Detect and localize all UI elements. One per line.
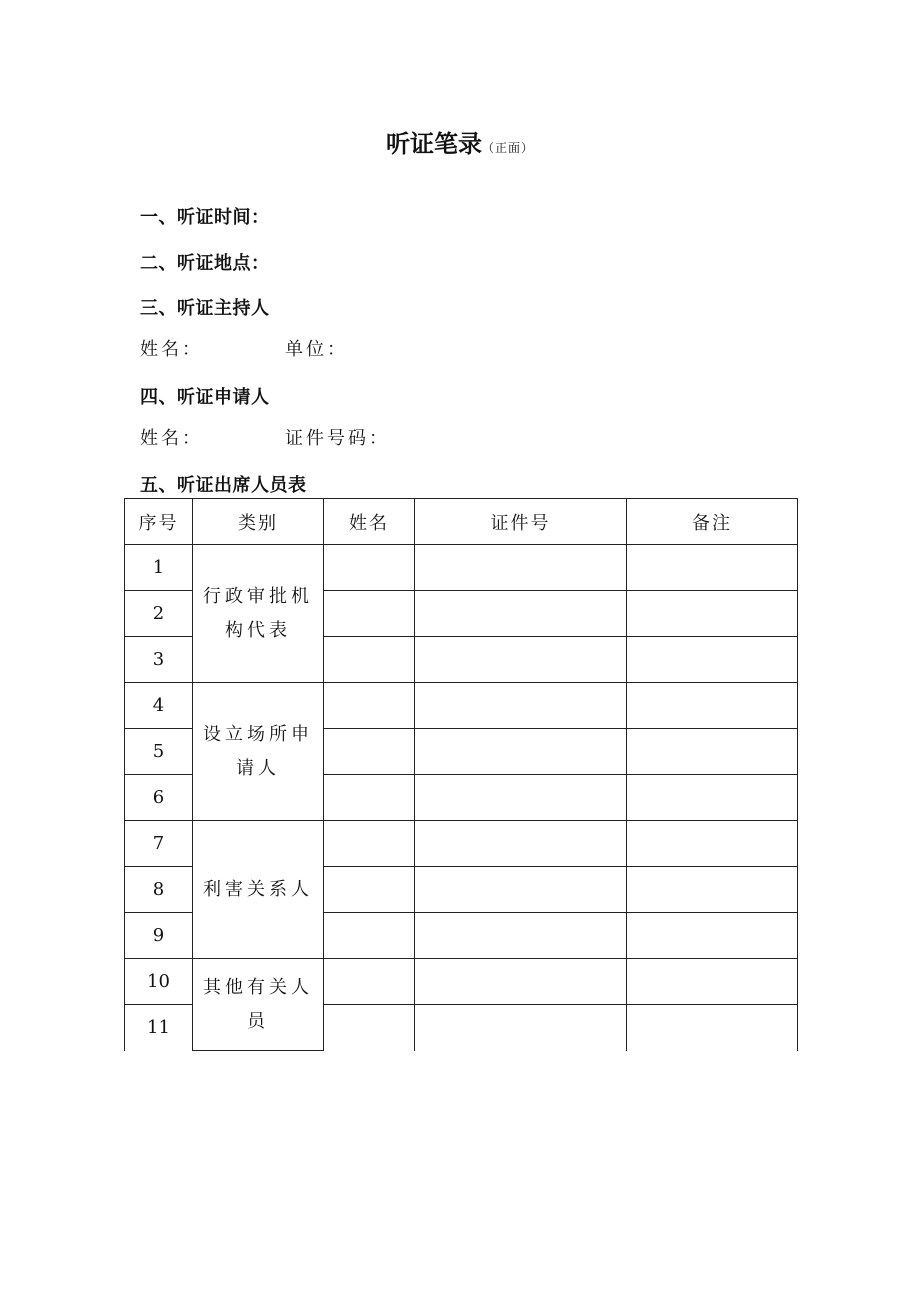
host-name-label: 姓名： <box>140 339 203 360</box>
row-number: 5 <box>125 729 193 775</box>
name-cell[interactable] <box>324 821 415 867</box>
row-number: 7 <box>125 821 193 867</box>
table-row <box>125 545 798 591</box>
page-title <box>0 124 920 159</box>
remarks-cell[interactable] <box>627 683 798 729</box>
name-cell[interactable] <box>324 1005 415 1051</box>
id-number-cell[interactable] <box>415 591 627 637</box>
header-remarks: 备注 <box>627 499 798 545</box>
header-seq: 序号 <box>125 499 193 545</box>
name-cell[interactable] <box>324 867 415 913</box>
section-attendees: 五、听证出席人员表 <box>140 475 307 496</box>
id-number-cell[interactable] <box>415 867 627 913</box>
category-cell: 设立场所申请人 <box>193 683 324 821</box>
category-cell: 利害关系人 <box>193 821 324 959</box>
header-category: 类别 <box>193 499 324 545</box>
row-number: 1 <box>125 545 193 591</box>
applicant-id-label: 证件号码： <box>285 428 390 449</box>
row-number: 2 <box>125 591 193 637</box>
table-row <box>125 821 798 867</box>
row-number: 10 <box>125 959 193 1005</box>
remarks-cell[interactable] <box>627 637 798 683</box>
category-cell: 行政审批机构代表 <box>193 545 324 683</box>
row-number: 8 <box>125 867 193 913</box>
name-cell[interactable] <box>324 959 415 1005</box>
remarks-cell[interactable] <box>627 1005 798 1051</box>
name-cell[interactable] <box>324 913 415 959</box>
section-hearing-host: 三、听证主持人 <box>140 298 270 319</box>
id-number-cell[interactable] <box>415 545 627 591</box>
host-unit-label: 单位： <box>285 339 348 360</box>
attendee-table <box>124 498 798 1051</box>
remarks-cell[interactable] <box>627 959 798 1005</box>
header-id-number: 证件号 <box>415 499 627 545</box>
id-number-cell[interactable] <box>415 913 627 959</box>
row-number: 9 <box>125 913 193 959</box>
id-number-cell[interactable] <box>415 775 627 821</box>
title-suffix: （正面） <box>481 141 534 155</box>
id-number-cell[interactable] <box>415 821 627 867</box>
remarks-cell[interactable] <box>627 821 798 867</box>
title-text: 听证笔录 <box>385 130 482 158</box>
table-header-row <box>125 499 798 545</box>
remarks-cell[interactable] <box>627 729 798 775</box>
remarks-cell[interactable] <box>627 867 798 913</box>
section-hearing-time: 一、听证时间： <box>140 207 270 228</box>
id-number-cell[interactable] <box>415 1005 627 1051</box>
table-row <box>125 959 798 1005</box>
row-number: 3 <box>125 637 193 683</box>
remarks-cell[interactable] <box>627 545 798 591</box>
section-hearing-place: 二、听证地点： <box>140 253 270 274</box>
id-number-cell[interactable] <box>415 729 627 775</box>
category-cell: 其他有关人员 <box>193 959 324 1051</box>
name-cell[interactable] <box>324 637 415 683</box>
table-row <box>125 683 798 729</box>
row-number: 6 <box>125 775 193 821</box>
id-number-cell[interactable] <box>415 637 627 683</box>
id-number-cell[interactable] <box>415 959 627 1005</box>
header-name: 姓名 <box>324 499 415 545</box>
remarks-cell[interactable] <box>627 775 798 821</box>
name-cell[interactable] <box>324 591 415 637</box>
name-cell[interactable] <box>324 683 415 729</box>
applicant-name-label: 姓名： <box>140 428 203 449</box>
name-cell[interactable] <box>324 729 415 775</box>
row-number: 4 <box>125 683 193 729</box>
remarks-cell[interactable] <box>627 591 798 637</box>
id-number-cell[interactable] <box>415 683 627 729</box>
row-number: 11 <box>125 1005 193 1051</box>
section-hearing-applicant: 四、听证申请人 <box>140 387 270 408</box>
remarks-cell[interactable] <box>627 913 798 959</box>
name-cell[interactable] <box>324 775 415 821</box>
name-cell[interactable] <box>324 545 415 591</box>
